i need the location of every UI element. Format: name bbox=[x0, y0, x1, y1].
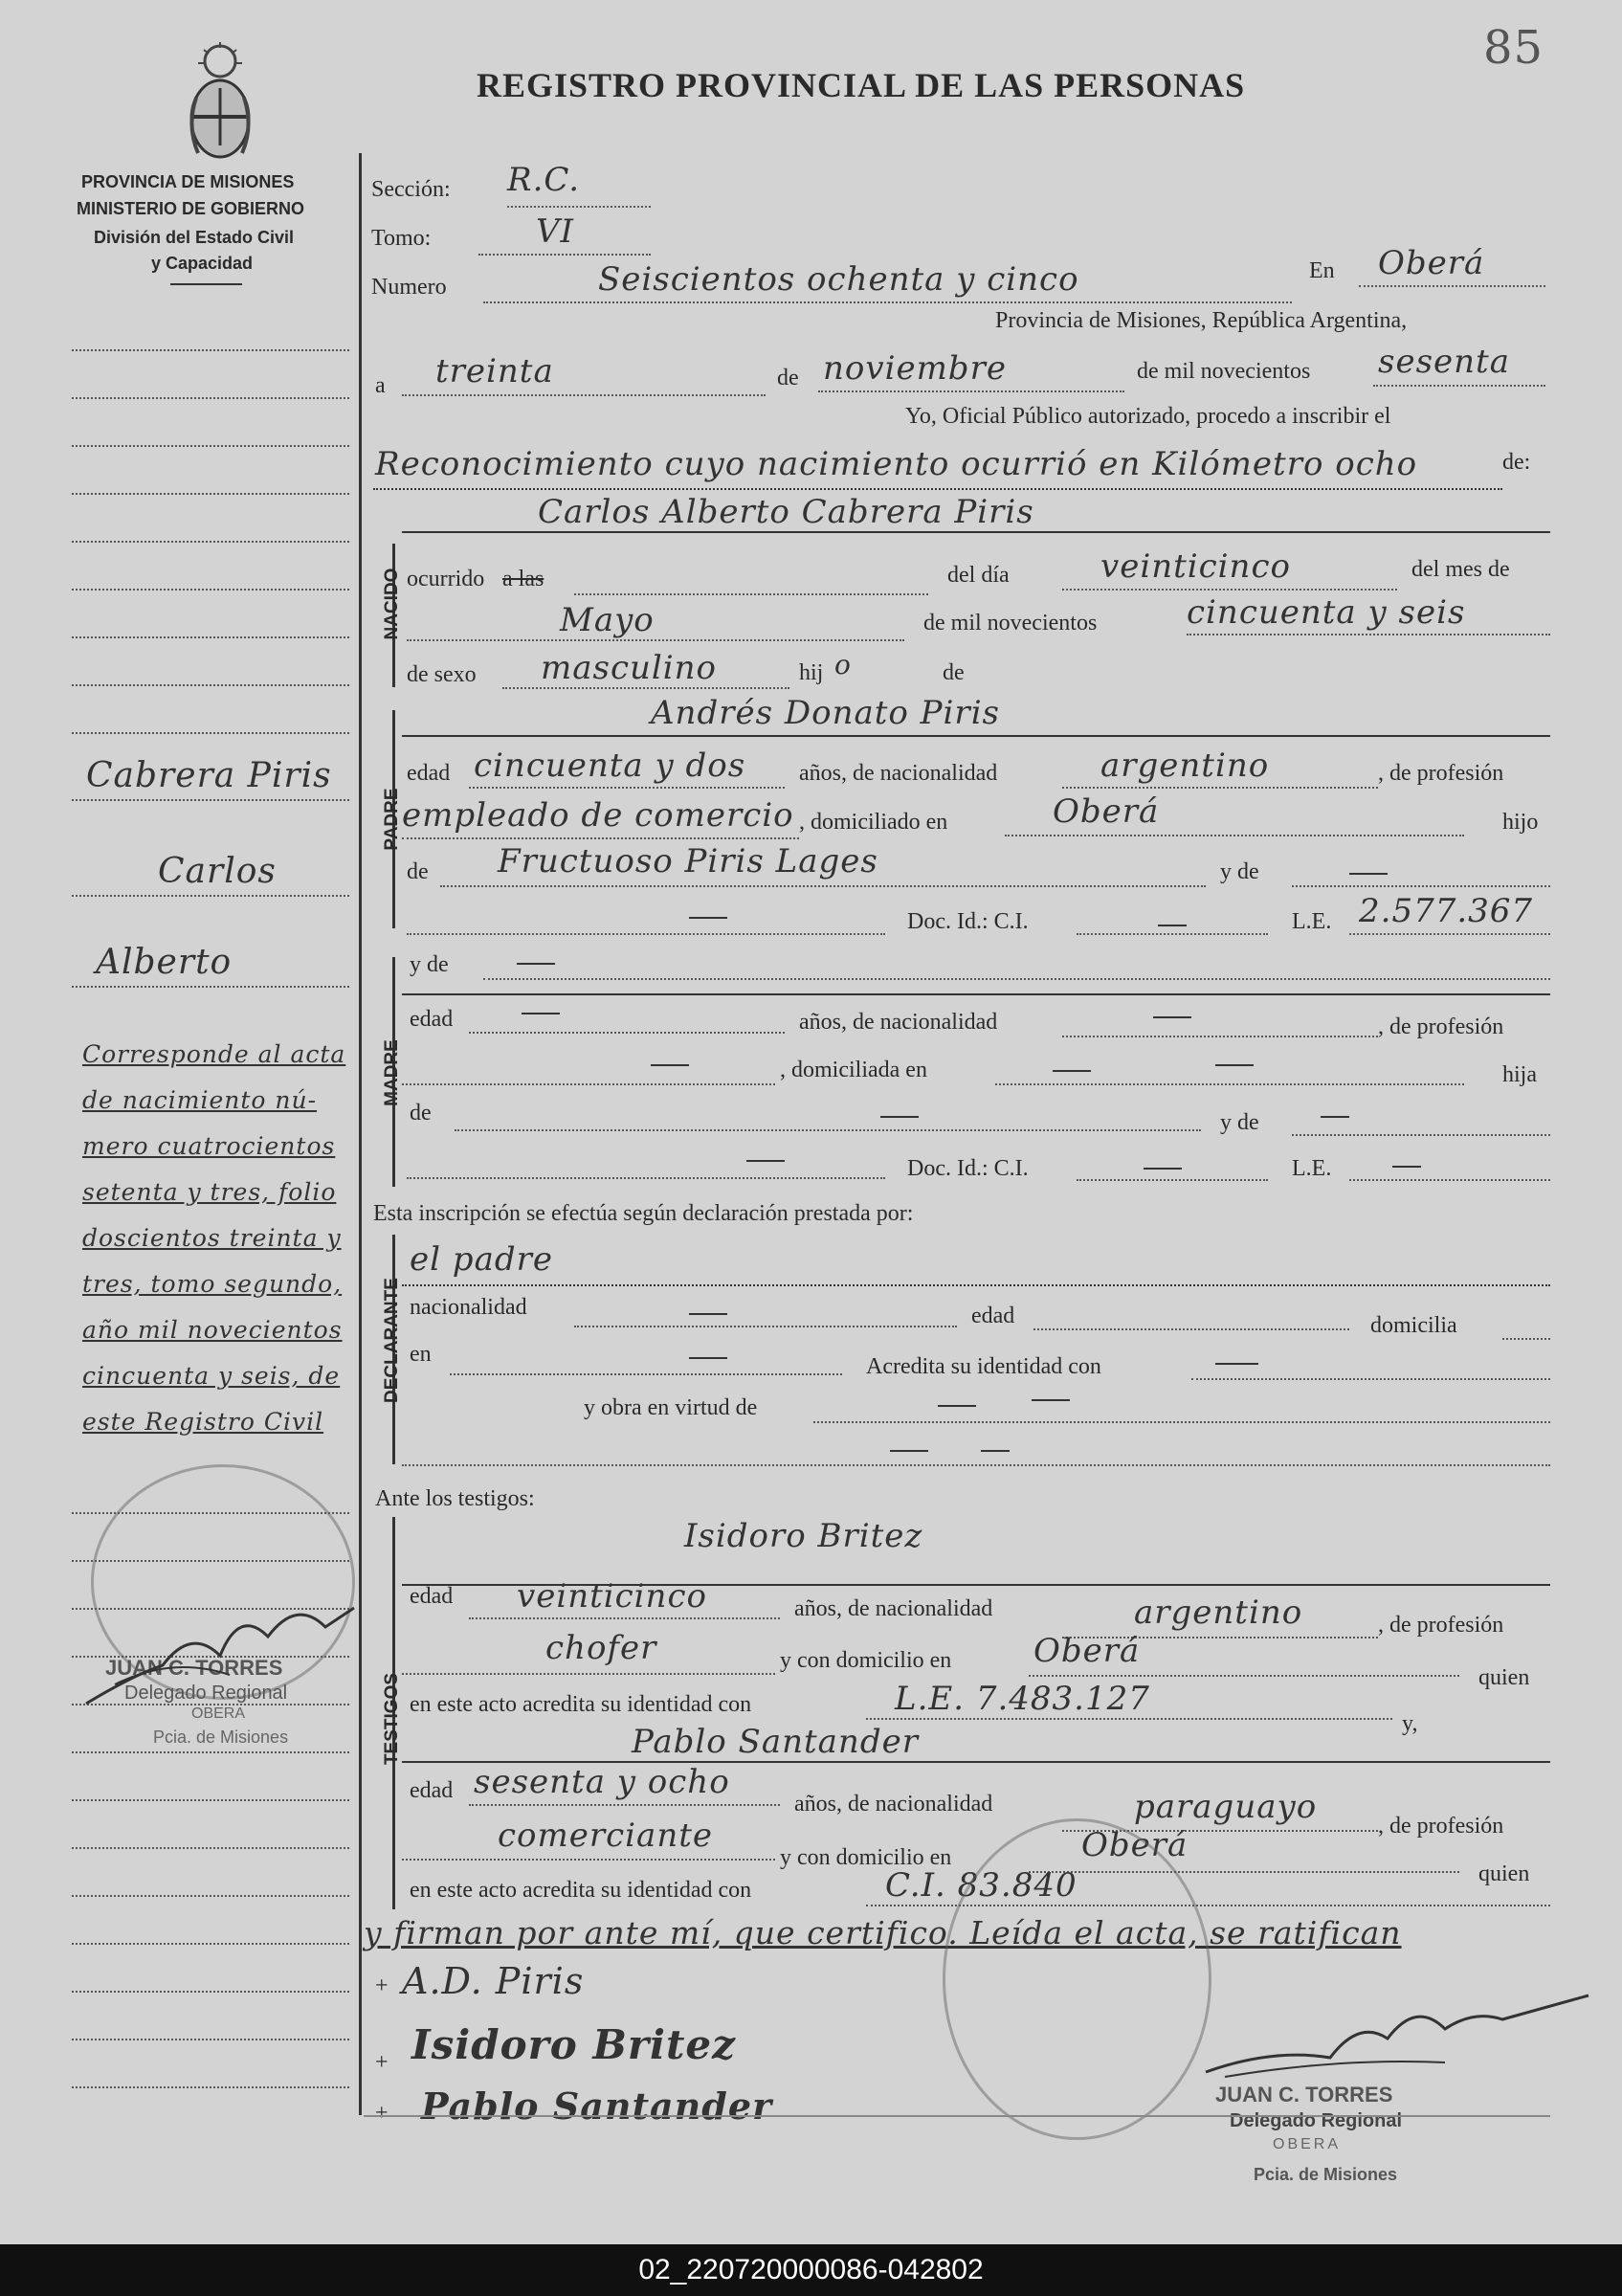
label-profesion-t1: , de profesión bbox=[1378, 1613, 1504, 1638]
label-de-2: de bbox=[943, 660, 965, 685]
value-t1-prof: chofer bbox=[545, 1629, 657, 1667]
value-t2-dom: Oberá bbox=[1081, 1826, 1189, 1864]
value-dia: treinta bbox=[435, 352, 554, 390]
label-le-madre: L.E. bbox=[1292, 1156, 1332, 1181]
label-anios-nac-t1: años, de nacionalidad bbox=[794, 1596, 993, 1621]
label-edad-madre: edad bbox=[410, 1007, 454, 1032]
signature-testigo1: Isidoro Britez bbox=[411, 2021, 736, 2068]
label-de-abuelo: de bbox=[407, 859, 429, 884]
value-padre-edad: cincuenta y dos bbox=[474, 747, 746, 785]
label-en-este-t2: en este acto acredita su identidad con bbox=[410, 1878, 752, 1903]
margin-first-name: Carlos bbox=[158, 852, 277, 891]
bottom-rule bbox=[364, 2115, 1550, 2117]
value-t1-doc: L.E. 7.483.127 bbox=[895, 1680, 1150, 1718]
label-de-mil: de mil novecientos bbox=[1137, 359, 1311, 384]
label-y-de-padre: y de bbox=[1220, 859, 1259, 884]
label-y-de-madre: y de bbox=[410, 952, 449, 977]
stamp-province-right: Pcia. de Misiones bbox=[1254, 2165, 1398, 2184]
value-testigo1: Isidoro Britez bbox=[684, 1517, 923, 1555]
label-anios-nac-t2: años, de nacionalidad bbox=[794, 1792, 993, 1817]
margin-note bbox=[82, 1032, 360, 1445]
official-signature-left-icon bbox=[77, 1570, 364, 1723]
label-quien-t1: quien bbox=[1478, 1665, 1530, 1690]
value-acto: Reconocimiento cuyo nacimiento ocurrió en Kilómetro ocho bbox=[375, 445, 1418, 483]
document-title: REGISTRO PROVINCIAL DE LAS PERSONAS bbox=[477, 66, 1246, 104]
label-de-colon: de: bbox=[1502, 450, 1531, 475]
margin-note-line: setenta y tres, folio bbox=[82, 1178, 337, 1206]
label-profesion-madre: , de profesión bbox=[1378, 1014, 1504, 1039]
value-seccion: R.C. bbox=[507, 161, 581, 199]
label-y-de-madre-2: y de bbox=[1220, 1110, 1259, 1135]
stamp-province-left: Pcia. de Misiones bbox=[153, 1728, 289, 1747]
signature-bullet: + bbox=[375, 2050, 389, 2075]
value-t2-prof: comerciante bbox=[498, 1817, 713, 1855]
signature-declarante: A.D. Piris bbox=[402, 1960, 585, 2002]
label-y-comma: y, bbox=[1402, 1711, 1418, 1736]
label-ante-testigos: Ante los testigos: bbox=[375, 1486, 535, 1511]
label-le-padre: L.E. bbox=[1292, 909, 1332, 934]
label-de-madre: de bbox=[410, 1101, 432, 1126]
issuer-line-4: y Capacidad bbox=[151, 254, 254, 273]
label-doc-id-madre: Doc. Id.: C.I. bbox=[907, 1156, 1029, 1181]
value-declarante: el padre bbox=[410, 1240, 553, 1279]
label-doc-id-padre: Doc. Id.: C.I. bbox=[907, 909, 1029, 934]
label-del-mes: del mes de bbox=[1411, 557, 1510, 582]
section-label-testigos: TESTIGOS bbox=[382, 1672, 402, 1766]
stamp-role-right: Delegado Regional bbox=[1230, 2110, 1403, 2131]
section-label-madre: MADRE bbox=[382, 1039, 402, 1106]
signature-bullet: + bbox=[375, 2101, 389, 2126]
label-edad-declarante: edad bbox=[971, 1304, 1015, 1328]
value-padre-nac: argentino bbox=[1100, 747, 1270, 785]
label-del-dia: del día bbox=[947, 563, 1010, 588]
stamp-name-right: JUAN C. TORRES bbox=[1215, 2083, 1393, 2107]
label-en: En bbox=[1309, 258, 1335, 283]
label-edad-padre: edad bbox=[407, 761, 451, 786]
value-anio-nac: cincuenta y seis bbox=[1187, 593, 1466, 632]
stamp-role-left: Delegado Regional bbox=[124, 1683, 288, 1704]
value-padre-nombre: Andrés Donato Piris bbox=[651, 694, 1001, 732]
official-seal-right bbox=[943, 1818, 1211, 2140]
label-domicilia: domicilia bbox=[1370, 1313, 1457, 1338]
label-hijo: hij bbox=[799, 660, 824, 685]
label-numero: Numero bbox=[371, 275, 447, 300]
issuer-line-1: PROVINCIA DE MISIONES bbox=[81, 172, 295, 191]
margin-note-line: doscientos treinta y bbox=[82, 1224, 342, 1252]
label-anios-nac-padre: años, de nacionalidad bbox=[799, 761, 998, 786]
label-seccion: Sección: bbox=[371, 177, 451, 202]
label-domiciliado: , domiciliado en bbox=[799, 810, 948, 835]
label-tomo: Tomo: bbox=[371, 226, 432, 251]
value-padre-domicilio: Oberá bbox=[1053, 792, 1160, 831]
value-padre-le: 2.577.367 bbox=[1359, 892, 1534, 930]
official-signature-right-icon bbox=[1196, 1981, 1598, 2096]
value-hijo-suffix: o bbox=[834, 649, 852, 680]
value-tomo: VI bbox=[536, 212, 574, 251]
label-anios-nac-madre: años, de nacionalidad bbox=[799, 1010, 998, 1035]
section-label-padre: PADRE bbox=[382, 788, 402, 851]
label-hijo-padre: hijo bbox=[1502, 810, 1539, 835]
label-a: a bbox=[375, 373, 386, 398]
margin-note-line: de nacimiento nú- bbox=[82, 1086, 318, 1114]
margin-note-line: Corresponde al acta bbox=[82, 1040, 346, 1068]
scan-id-label: 02_220720000086-042802 bbox=[638, 2254, 984, 2285]
stamp-place-right: OBERA bbox=[1273, 2136, 1342, 2152]
value-t1-dom: Oberá bbox=[1033, 1632, 1141, 1670]
label-profesion-t2: , de profesión bbox=[1378, 1814, 1504, 1839]
label-quien-t2: quien bbox=[1478, 1861, 1530, 1886]
label-de: de bbox=[777, 366, 799, 390]
value-en: Oberá bbox=[1378, 244, 1485, 282]
label-de-sexo: de sexo bbox=[407, 662, 477, 687]
coat-of-arms-icon bbox=[177, 40, 263, 165]
stamp-place-left: OBERA bbox=[191, 1705, 246, 1722]
value-mes: noviembre bbox=[823, 349, 1007, 388]
margin-note-line: este Registro Civil bbox=[82, 1408, 324, 1436]
label-acredita: Acredita su identidad con bbox=[866, 1354, 1101, 1379]
margin-note-line: tres, tomo segundo, bbox=[82, 1270, 343, 1298]
label-ocurrido: ocurrido bbox=[407, 567, 485, 591]
label-a-las: a las bbox=[502, 567, 544, 591]
label-domiciliada: , domiciliada en bbox=[780, 1058, 927, 1082]
label-obra: y obra en virtud de bbox=[584, 1395, 758, 1420]
label-y-con-dom-t2: y con domicilio en bbox=[780, 1845, 952, 1870]
margin-note-line: cincuenta y seis, de bbox=[82, 1362, 341, 1390]
label-yo: Yo, Oficial Público autorizado, procedo a inscribir el bbox=[905, 404, 1391, 429]
label-nacionalidad: nacionalidad bbox=[410, 1295, 527, 1320]
label-en-este-t1: en este acto acredita su identidad con bbox=[410, 1692, 752, 1717]
label-hija: hija bbox=[1502, 1062, 1537, 1087]
main-divider bbox=[359, 153, 362, 2115]
value-mes-nac: Mayo bbox=[560, 601, 655, 639]
value-t2-doc: C.I. 83.840 bbox=[885, 1866, 1078, 1905]
value-sexo: masculino bbox=[541, 649, 718, 687]
label-y-con-dom-t1: y con domicilio en bbox=[780, 1648, 952, 1673]
value-nombre: Carlos Alberto Cabrera Piris bbox=[538, 493, 1034, 531]
label-provincia: Provincia de Misiones, República Argentina, bbox=[995, 308, 1408, 333]
value-cierre: y firman por ante mí, que certifico. Leída el acta, se ratifican bbox=[364, 1914, 1402, 1951]
margin-note-line: año mil novecientos bbox=[82, 1316, 343, 1344]
value-abuelo: Fructuoso Piris Lages bbox=[498, 842, 878, 881]
section-label-nacido: NACIDO bbox=[382, 568, 402, 640]
value-t1-edad: veinticinco bbox=[517, 1577, 707, 1616]
value-t2-edad: sesenta y ocho bbox=[474, 1763, 730, 1801]
value-t2-nac: paraguayo bbox=[1134, 1788, 1318, 1826]
value-padre-profesion: empleado de comercio bbox=[402, 796, 794, 835]
issuer-line-3: División del Estado Civil bbox=[94, 228, 295, 247]
stamp-name-left: JUAN C. TORRES bbox=[105, 1656, 283, 1680]
label-de-mil-nov: de mil novecientos bbox=[923, 611, 1098, 635]
value-numero: Seiscientos ochenta y cinco bbox=[598, 260, 1079, 299]
margin-surname: Cabrera Piris bbox=[86, 756, 332, 795]
value-dia-nac: veinticinco bbox=[1100, 547, 1291, 586]
signature-bullet: + bbox=[375, 1973, 389, 1998]
value-testigo2: Pablo Santander bbox=[632, 1723, 919, 1761]
signature-testigo2: Pablo Santander bbox=[421, 2084, 773, 2128]
issuer-line-2: MINISTERIO DE GOBIERNO bbox=[77, 199, 305, 218]
section-label-declarante: DECLARANTE bbox=[382, 1278, 402, 1403]
label-edad-t2: edad bbox=[410, 1778, 454, 1803]
value-anio: sesenta bbox=[1378, 343, 1510, 381]
page-number: 85 bbox=[1483, 21, 1544, 75]
label-edad-t1: edad bbox=[410, 1584, 454, 1609]
issuer-underline bbox=[170, 283, 242, 285]
label-profesion-padre: , de profesión bbox=[1378, 761, 1504, 786]
margin-second-name: Alberto bbox=[96, 943, 233, 982]
label-declaracion: Esta inscripción se efectúa según declaración prestada por: bbox=[373, 1201, 914, 1226]
margin-note-line: mero cuatrocientos bbox=[82, 1132, 336, 1160]
value-t1-nac: argentino bbox=[1134, 1594, 1303, 1632]
label-en-declarante: en bbox=[410, 1342, 432, 1367]
